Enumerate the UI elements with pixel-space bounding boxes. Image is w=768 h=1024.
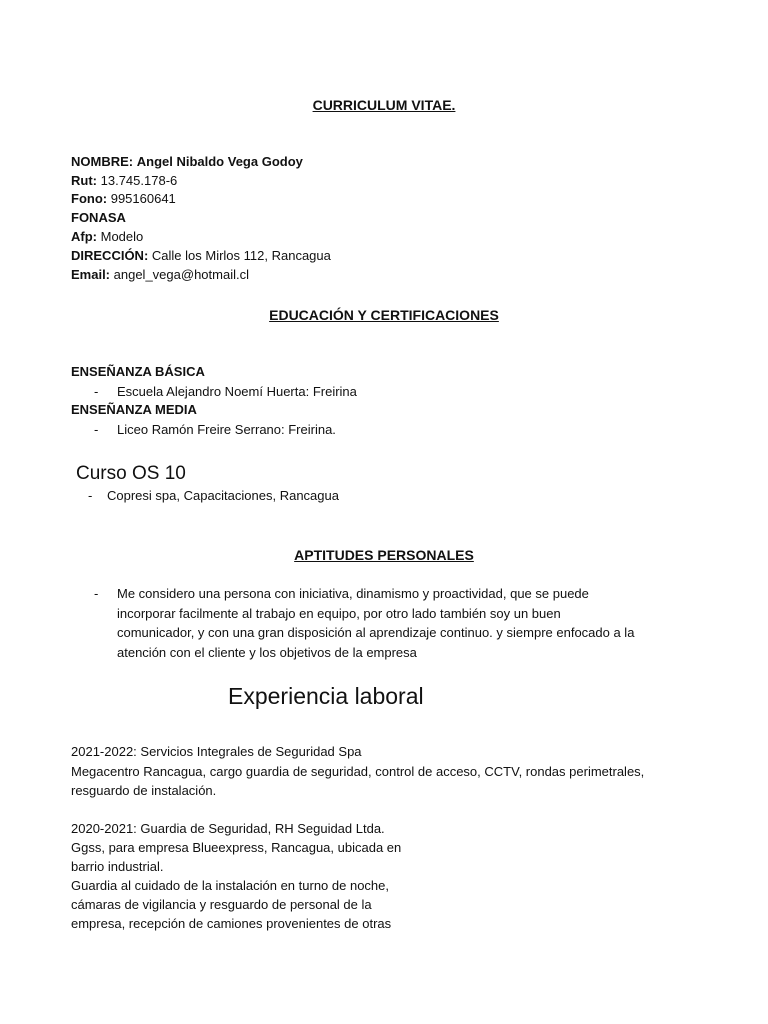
aptitudes-line: comunicador, y con una gran disposición al aprendizaje continuo. y siempre enfocado a la <box>117 625 635 640</box>
nombre-value: Angel Nibaldo Vega Godoy <box>136 154 303 169</box>
media-label: ENSEÑANZA MEDIA <box>71 402 197 417</box>
aptitudes-line: atención con el cliente y los objetivos de la empresa <box>117 644 417 660</box>
nombre-label: NOMBRE: <box>71 154 134 169</box>
email-value: angel_vega@hotmail.cl <box>113 267 249 282</box>
curso-title: Curso OS 10 <box>76 463 186 484</box>
direccion-label: DIRECCIÓN: <box>71 248 149 263</box>
job2-line: barrio industrial. <box>71 859 164 874</box>
rut-line <box>71 172 177 190</box>
basica-item: Escuela Alejandro Noemí Huerta: Freirina <box>117 384 357 399</box>
direccion-value: Calle los Mirlos 112, Rancagua <box>151 248 331 263</box>
curso-item: Copresi spa, Capacitaciones, Rancagua <box>107 488 339 503</box>
nombre-line <box>71 153 303 171</box>
media-item: Liceo Ramón Freire Serrano: Freirina. <box>117 422 336 437</box>
email-line <box>71 266 249 284</box>
aptitudes-dash: - <box>94 586 99 601</box>
rut-label: Rut: <box>71 173 97 188</box>
document-title: CURRICULUM VITAE. <box>312 97 456 113</box>
job1-line: resguardo de instalación. <box>71 783 217 798</box>
afp-label: Afp: <box>71 229 97 244</box>
afp-line <box>71 228 143 246</box>
email-label: Email: <box>71 267 111 282</box>
direccion-line <box>71 247 331 265</box>
fono-line <box>71 190 176 208</box>
basica-label: ENSEÑANZA BÁSICA <box>71 364 205 379</box>
fono-label: Fono: <box>71 191 108 206</box>
aptitudes-line: incorporar facilmente al trabajo en equipo, por otro lado también soy un buen <box>117 605 561 621</box>
aptitudes-heading: APTITUDES PERSONALES <box>294 547 474 563</box>
job2-line: Ggss, para empresa Blueexpress, Rancagua, ubicada en <box>71 840 402 855</box>
job2-line: cámaras de vigilancia y resguardo de personal de la <box>71 897 372 912</box>
job1-line: Megacentro Rancagua, cargo guardia de seguridad, control de acceso, CCTV, rondas perimetrales, <box>71 763 645 779</box>
job2-block <box>71 819 401 933</box>
job1-block <box>71 742 644 801</box>
fono-value: 995160641 <box>110 191 176 206</box>
rut-value: 13.745.178-6 <box>100 173 178 188</box>
education-heading: EDUCACIÓN Y CERTIFICACIONES <box>269 307 499 323</box>
curso-dash: - <box>88 488 93 503</box>
job2-line: empresa, recepción de camiones provenientes de otras <box>71 916 392 931</box>
experience-heading: Experiencia laboral <box>228 683 424 709</box>
media-dash: - <box>94 422 99 437</box>
aptitudes-paragraph <box>117 584 677 662</box>
job2-line: Guardia al cuidado de la instalación en turno de noche, <box>71 878 389 893</box>
job2-line: 2020-2021: Guardia de Seguridad, RH Seguidad Ltda. <box>71 821 385 836</box>
basica-dash: - <box>94 384 99 399</box>
aptitudes-line: Me considero una persona con iniciativa, dinamismo y proactividad, que se puede <box>117 586 589 601</box>
job1-line: 2021-2022: Servicios Integrales de Seguridad Spa <box>71 744 362 759</box>
fonasa-label: FONASA <box>71 210 126 225</box>
afp-value: Modelo <box>100 229 144 244</box>
